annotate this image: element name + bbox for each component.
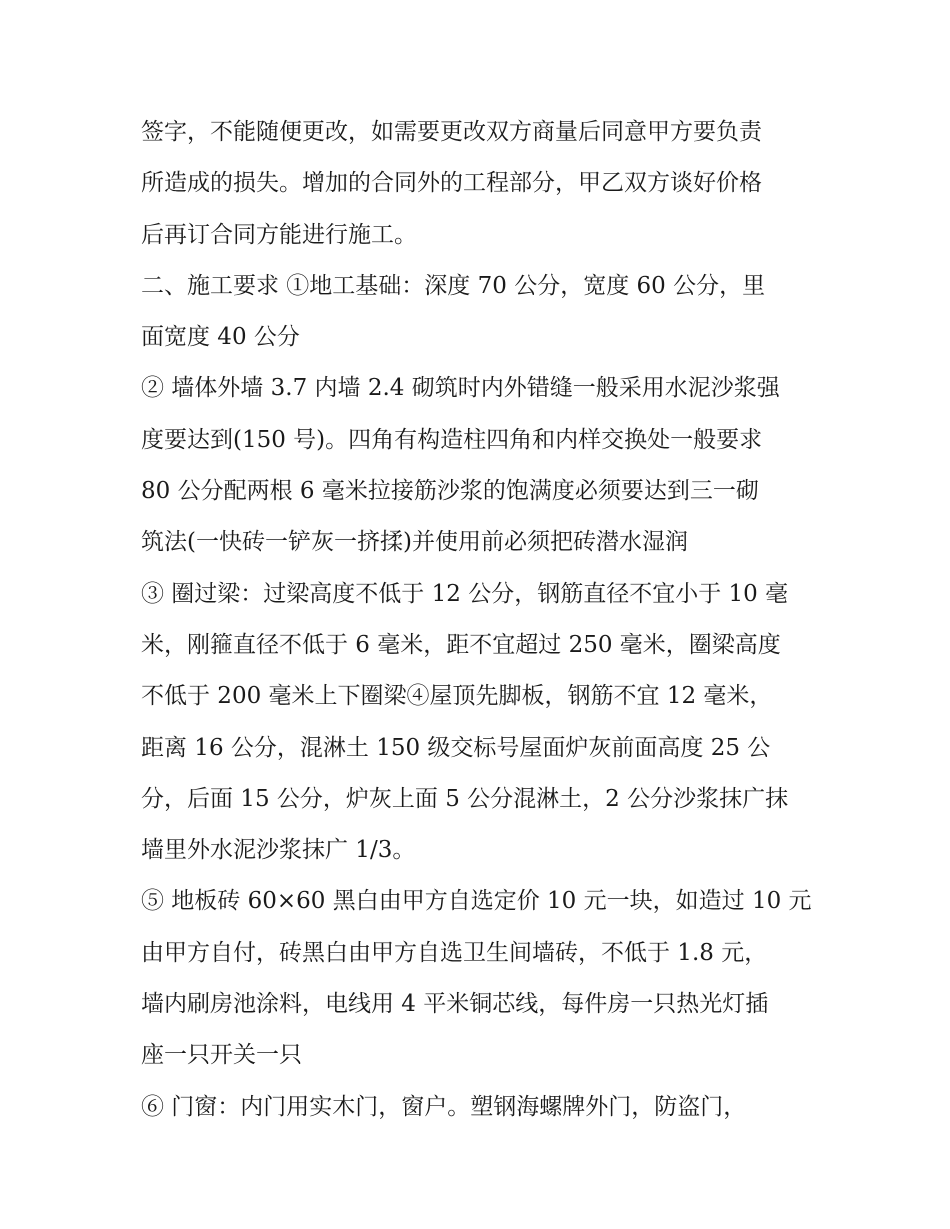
text-line: 所造成的损失。增加的合同外的工程部分，甲乙双方谈好价格 <box>141 170 762 197</box>
text-line: 面宽度 40 公分 <box>141 324 300 351</box>
text-line: ⑥ 门窗：内门用实木门，窗户。塑钢海螺牌外门，防盗门， <box>141 1093 747 1120</box>
text-line: 座一只开关一只 <box>141 1042 302 1069</box>
text-line: 距离 16 公分，混淋土 150 级交标号屋面炉灰前面高度 25 公 <box>141 734 771 761</box>
text-line: ⑤ 地板砖 60×60 黑白由甲方自选定价 10 元一块，如造过 10 元 <box>141 888 812 915</box>
text-line: 度要达到(150 号)。四角有构造柱四角和内样交换处一般要求 <box>141 426 763 453</box>
document-body <box>141 107 821 1133</box>
text-line: 二、施工要求 ①地工基础：深度 70 公分，宽度 60 公分，里 <box>141 272 766 299</box>
text-line: 签字，不能随便更改，如需要更改双方商量后同意甲方要负责 <box>141 119 762 145</box>
text-line: 墙里外水泥沙浆抹广 1/3。 <box>141 837 416 864</box>
text-line: 80 公分配两根 6 毫米拉接筋沙浆的饱满度必须要达到三一砌 <box>141 478 759 505</box>
text-line: 墙内刷房池涂料，电线用 4 平米铜芯线，每件房一只热光灯插 <box>141 991 769 1018</box>
text-line: 筑法(一快砖一铲灰一挤揉)并使用前必须把砖潜水湿润 <box>141 529 688 556</box>
text-line: 后再订合同方能进行施工。 <box>141 221 417 248</box>
text-line: ③ 圈过梁：过梁高度不低于 12 公分，钢筋直径不宜小于 10 毫 <box>141 580 789 607</box>
text-line: 由甲方自付，砖黑白由甲方自选卫生间墙砖，不低于 1.8 元， <box>141 939 768 966</box>
text-line: 米，刚箍直径不低于 6 毫米，距不宜超过 250 毫米，圈梁高度 <box>141 631 781 658</box>
text-line: 分，后面 15 公分，炉灰上面 5 公分混淋土，2 公分沙浆抹广抹 <box>141 785 789 812</box>
text-line: 不低于 200 毫米上下圈梁④屋顶先脚板，钢筋不宜 12 毫米， <box>141 683 773 710</box>
text-line: ② 墙体外墙 3.7 内墙 2.4 砌筑时内外错缝一般采用水泥沙浆强 <box>141 375 780 402</box>
